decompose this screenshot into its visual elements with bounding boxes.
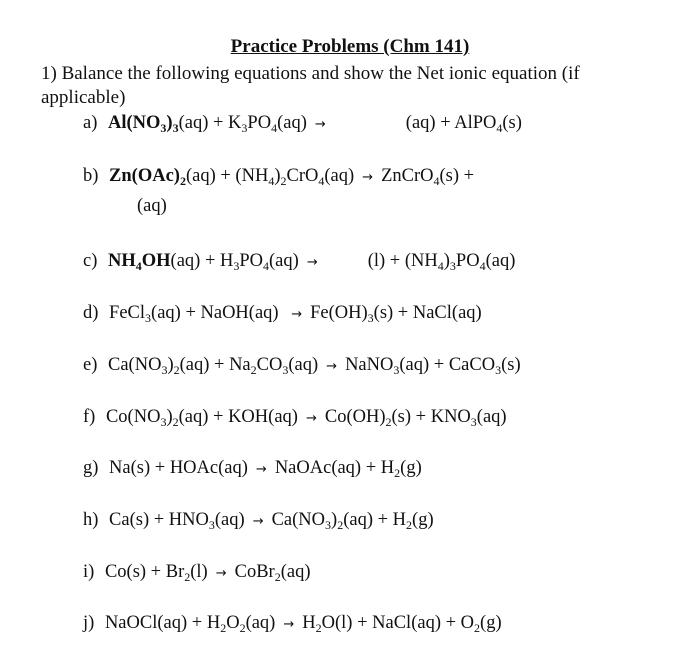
problem-label: j)	[83, 613, 95, 633]
reaction-arrow-icon: →	[314, 117, 326, 132]
reaction-arrow-icon: →	[305, 411, 317, 426]
equation-c: c) $NH_4OH(aq) + H_3PO_4(aq) \to (l) + (NH_4)_3PO_4(aq)$	[83, 251, 516, 273]
instruction-text: 1) Balance the following equations and show the Net ionic equation (if applicable)	[41, 63, 580, 108]
equation-e: e) $Ca(NO_3)_2(aq) + Na_2CO_3(aq)$ → NaNO$_3$(aq) + CaCO$_3$(s)	[83, 355, 521, 377]
problem-label: a)	[83, 113, 98, 133]
reaction-arrow-icon: →	[283, 617, 295, 632]
reaction-arrow-icon: →	[215, 566, 227, 581]
equation-a: a) $Al(NO_3)_3(aq) + K_3PO_4(aq) \to (aq)$ + AlPO$_4$(s)	[83, 113, 522, 135]
problem-label: c)	[83, 251, 98, 271]
equation-h: h) $Ca(s) + HNO_3(aq) \to Ca(NO_3)_2(aq) + H_2(g)$	[83, 510, 434, 532]
equation-b-continuation: (aq)	[137, 196, 167, 216]
problem-label: g)	[83, 458, 99, 478]
problem-label: h)	[83, 510, 99, 530]
reaction-arrow-icon: →	[306, 255, 318, 270]
reaction-arrow-icon: →	[291, 307, 303, 322]
problem-label: d)	[83, 303, 99, 323]
reaction-arrow-icon: →	[255, 462, 267, 477]
reaction-arrow-icon: →	[252, 514, 264, 529]
problem-label: e)	[83, 355, 98, 375]
page-title: Practice Problems (Chm 141)	[230, 36, 470, 57]
reaction-arrow-icon: →	[362, 170, 374, 185]
equation-b: b) $Zn(OAc)_2(aq) + (NH_4)_2CrO_4(aq)$ → ZnCrO$_4$(s) +	[83, 166, 475, 188]
reaction-arrow-icon: →	[326, 359, 338, 374]
problem-label: b)	[83, 166, 99, 186]
equation-i: i) $Co(s) + Br_2(l)$ → CoBr$_2$(aq)	[83, 562, 311, 584]
equation-j: j) NaOCl(aq) + $H_2O_2(aq) \to H_2O(l)$ + NaCl(aq) + $O_2(g)$	[83, 613, 502, 635]
problem-label: i)	[83, 562, 95, 582]
problem-label: f)	[83, 407, 96, 427]
equation-f: f) $Co(NO_3)_2(aq) + KOH(aq) \to Co(OH)_2(s) + KNO_3(aq)$	[83, 407, 507, 429]
equation-g: g) Na(s) + HOAc(aq) → NaOAc(aq) + $H_2(g)$	[83, 458, 422, 480]
equation-d: d) FeCl$_3$(aq) + NaOH(aq) → $Fe(OH)_3(s)$ + NaCl(aq)	[83, 303, 482, 325]
